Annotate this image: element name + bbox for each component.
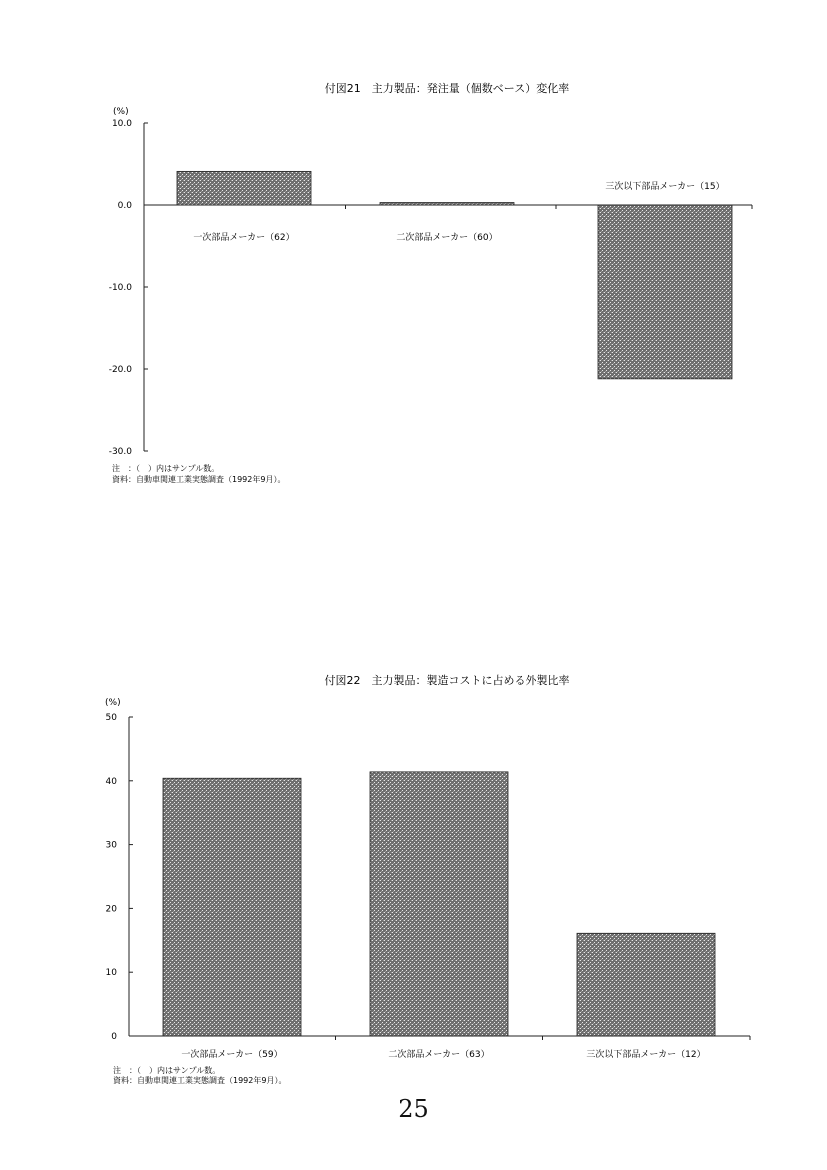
y-tick-label: 10 bbox=[105, 968, 117, 979]
y-tick-label: 50 bbox=[105, 713, 117, 723]
category-label: 二次部品メーカー（63） bbox=[388, 1050, 490, 1060]
y-tick-label: 30 bbox=[105, 840, 117, 851]
bar-2 bbox=[380, 203, 514, 205]
y-tick-label: 0 bbox=[111, 1032, 117, 1042]
category-label: 一次部品メーカー（62） bbox=[193, 233, 295, 243]
note-line: 注 ：（ ）内はサンプル数。 bbox=[112, 464, 220, 473]
page-number: 25 bbox=[398, 1095, 429, 1123]
y-axis-unit: (%) bbox=[113, 107, 129, 117]
category-label: 三次以下部品メーカー（12） bbox=[586, 1050, 706, 1060]
category-label: 二次部品メーカー（60） bbox=[396, 233, 498, 243]
bar-1 bbox=[163, 778, 301, 1036]
y-tick-label: -30.0 bbox=[108, 447, 132, 457]
y-tick-label: -20.0 bbox=[108, 365, 132, 375]
chart-title: 付図21 主力製品：発注量（個数ベース）変化率 bbox=[324, 82, 570, 95]
bar-2 bbox=[370, 772, 508, 1036]
y-tick-label: 40 bbox=[105, 776, 117, 787]
y-tick-label: -10.0 bbox=[108, 283, 132, 293]
y-tick-label: 10.0 bbox=[111, 119, 132, 129]
bar-3 bbox=[577, 933, 715, 1036]
bar-3 bbox=[598, 205, 732, 379]
y-tick-label: 0.0 bbox=[117, 201, 132, 211]
chart-21 bbox=[109, 81, 752, 484]
bar-1 bbox=[177, 171, 311, 205]
y-axis-unit: (%) bbox=[105, 698, 121, 708]
category-label: 一次部品メーカー（59） bbox=[181, 1050, 283, 1060]
chart-22 bbox=[105, 673, 750, 1085]
source-line: 資料：自動車関連工業実態調査（1992年9月）。 bbox=[113, 1076, 287, 1085]
y-tick-label: 20 bbox=[105, 904, 117, 915]
note-line: 注 ：（ ）内はサンプル数。 bbox=[113, 1066, 221, 1075]
chart-title: 付図22 主力製品：製造コストに占める外製比率 bbox=[324, 674, 570, 687]
source-line: 資料：自動車関連工業実態調査（1992年9月）。 bbox=[112, 475, 286, 484]
category-label: 三次以下部品メーカー（15） bbox=[605, 182, 725, 192]
